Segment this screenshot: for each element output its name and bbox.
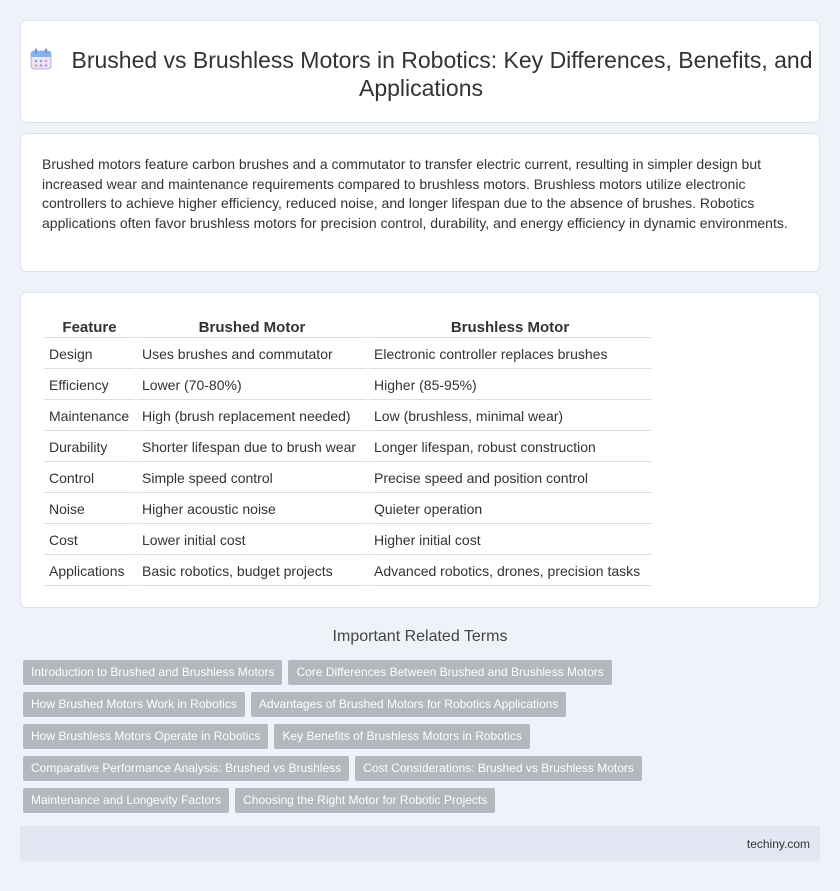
table-row [44,526,651,555]
tag-row [23,756,823,788]
related-term-link[interactable]: How Brushless Motors Operate in Robotics [23,724,268,749]
table-row [44,402,651,431]
cell-brushed: Lower (70-80%) [137,371,367,400]
cell-brushless: Higher (85-95%) [369,371,651,400]
related-term-link[interactable]: Introduction to Brushed and Brushless Motors [23,660,282,685]
table-row [44,495,651,524]
cell-feature: Efficiency [44,371,135,400]
intro-card [20,133,820,272]
header-brushed-motor: Brushed Motor [137,318,367,338]
cell-feature: Applications [44,557,135,586]
footer [20,826,820,861]
related-term-link[interactable]: Choosing the Right Motor for Robotic Projects [235,788,495,813]
cell-brushed: Higher acoustic noise [137,495,367,524]
table-header-row [44,318,651,338]
related-term-link[interactable]: Core Differences Between Brushed and Brushless Motors [288,660,611,685]
cell-brushless: Electronic controller replaces brushes [369,340,651,369]
tag-row [23,724,823,756]
related-term-link[interactable]: Cost Considerations: Brushed vs Brushless Motors [355,756,642,781]
related-term-link[interactable]: How Brushed Motors Work in Robotics [23,692,245,717]
table-row [44,340,651,369]
cell-feature: Cost [44,526,135,555]
title-card [20,20,820,123]
header-brushless-motor: Brushless Motor [369,318,651,338]
cell-brushed: Uses brushes and commutator [137,340,367,369]
cell-feature: Noise [44,495,135,524]
header-feature: Feature [44,318,135,338]
table-row [44,464,651,493]
related-term-link[interactable]: Maintenance and Longevity Factors [23,788,229,813]
related-term-link[interactable]: Comparative Performance Analysis: Brushed vs Brushless [23,756,349,781]
related-term-link[interactable]: Key Benefits of Brushless Motors in Robotics [274,724,529,749]
intro-paragraph: Brushed motors feature carbon brushes and a commutator to transfer electric current, resulting in simpler design but increased wear and maintenance requirements compared to brushless motors. Brushless motors utilize electronic controllers to achieve higher efficiency, reduced noise, and longer lifespan due to the absence of brushes. Robotics applications often favor brushless motors for precision control, durability, and energy efficiency in dynamic environments. [42,156,788,231]
table-row [44,433,651,462]
cell-feature: Maintenance [44,402,135,431]
table-row [44,371,651,400]
calendar-icon [29,47,53,71]
comparison-table [42,316,653,588]
cell-brushless: Higher initial cost [369,526,651,555]
cell-brushed: Lower initial cost [137,526,367,555]
cell-feature: Control [44,464,135,493]
tag-row [23,788,823,820]
table-row [44,557,651,586]
related-term-link[interactable]: Advantages of Brushed Motors for Robotics Applications [251,692,567,717]
page-title [21,46,821,102]
cell-feature: Durability [44,433,135,462]
cell-brushed: High (brush replacement needed) [137,402,367,431]
cell-brushless: Longer lifespan, robust construction [369,433,651,462]
cell-brushless: Quieter operation [369,495,651,524]
tag-row [23,692,823,724]
tag-row [23,660,823,692]
cell-brushless: Precise speed and position control [369,464,651,493]
cell-brushed: Basic robotics, budget projects [137,557,367,586]
cell-brushless: Advanced robotics, drones, precision tasks [369,557,651,586]
related-terms-heading: Important Related Terms [332,628,508,645]
footer-site-link[interactable]: techiny.com [746,837,810,851]
cell-brushed: Shorter lifespan due to brush wear [137,433,367,462]
comparison-card [20,292,820,608]
cell-brushed: Simple speed control [137,464,367,493]
related-terms-list [23,660,823,820]
cell-brushless: Low (brushless, minimal wear) [369,402,651,431]
page-title-text: Brushed vs Brushless Motors in Robotics: Key Differences, Benefits, and Applications [71,47,813,101]
cell-feature: Design [44,340,135,369]
